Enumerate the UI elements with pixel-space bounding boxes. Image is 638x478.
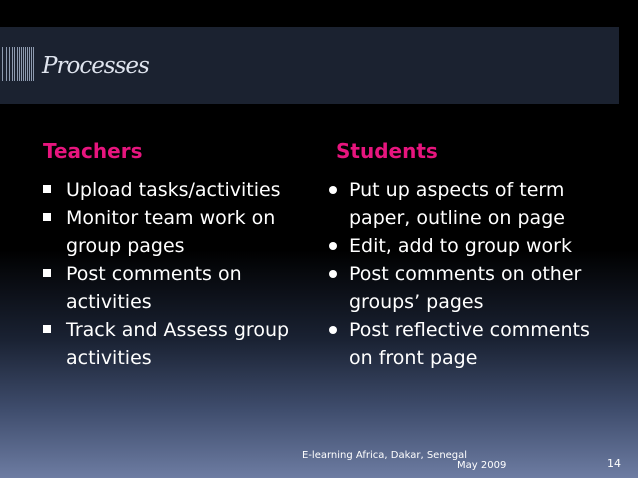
list-item-line: Put up aspects of term [349,179,565,201]
list-item-line: activities [66,347,152,369]
slide-title: Processes [42,53,149,79]
round-bullet-icon [329,270,337,278]
list-item [66,176,306,204]
list-item-line: groups’ pages [349,291,484,313]
students-list [349,176,619,372]
title-bar [0,27,619,104]
round-bullet-icon [329,326,337,334]
list-item-line: group pages [66,235,185,257]
footer-event: E-learning Africa, Dakar, Senegal [302,450,468,461]
square-bullet-icon [43,185,51,193]
list-item-line: Post comments on [66,263,242,285]
teachers-heading: Teachers [43,139,143,163]
square-bullet-icon [43,325,51,333]
slide-number: 14 [607,457,621,470]
list-item [349,260,619,316]
title-decoration-stripes [0,47,36,81]
list-item [349,176,619,232]
list-item-line: Track and Assess group [66,319,290,341]
list-item [66,260,306,316]
list-item [349,316,619,372]
square-bullet-icon [43,269,51,277]
students-heading: Students [336,139,438,163]
square-bullet-icon [43,213,51,221]
list-item-line: paper, outline on page [349,207,565,229]
list-item-line: Upload tasks/activities [66,179,281,201]
list-item [66,204,306,260]
list-item [66,316,306,372]
round-bullet-icon [329,242,337,250]
list-item-line: Post comments on other [349,263,582,285]
list-item-line: on front page [349,347,478,369]
list-item-line: Post reflective comments [349,319,590,341]
round-bullet-icon [329,186,337,194]
list-item-line: Edit, add to group work [349,235,572,257]
list-item [349,232,619,260]
footer-date: May 2009 [457,460,507,471]
list-item-line: activities [66,291,152,313]
teachers-list [66,176,306,372]
list-item-line: Monitor team work on [66,207,276,229]
